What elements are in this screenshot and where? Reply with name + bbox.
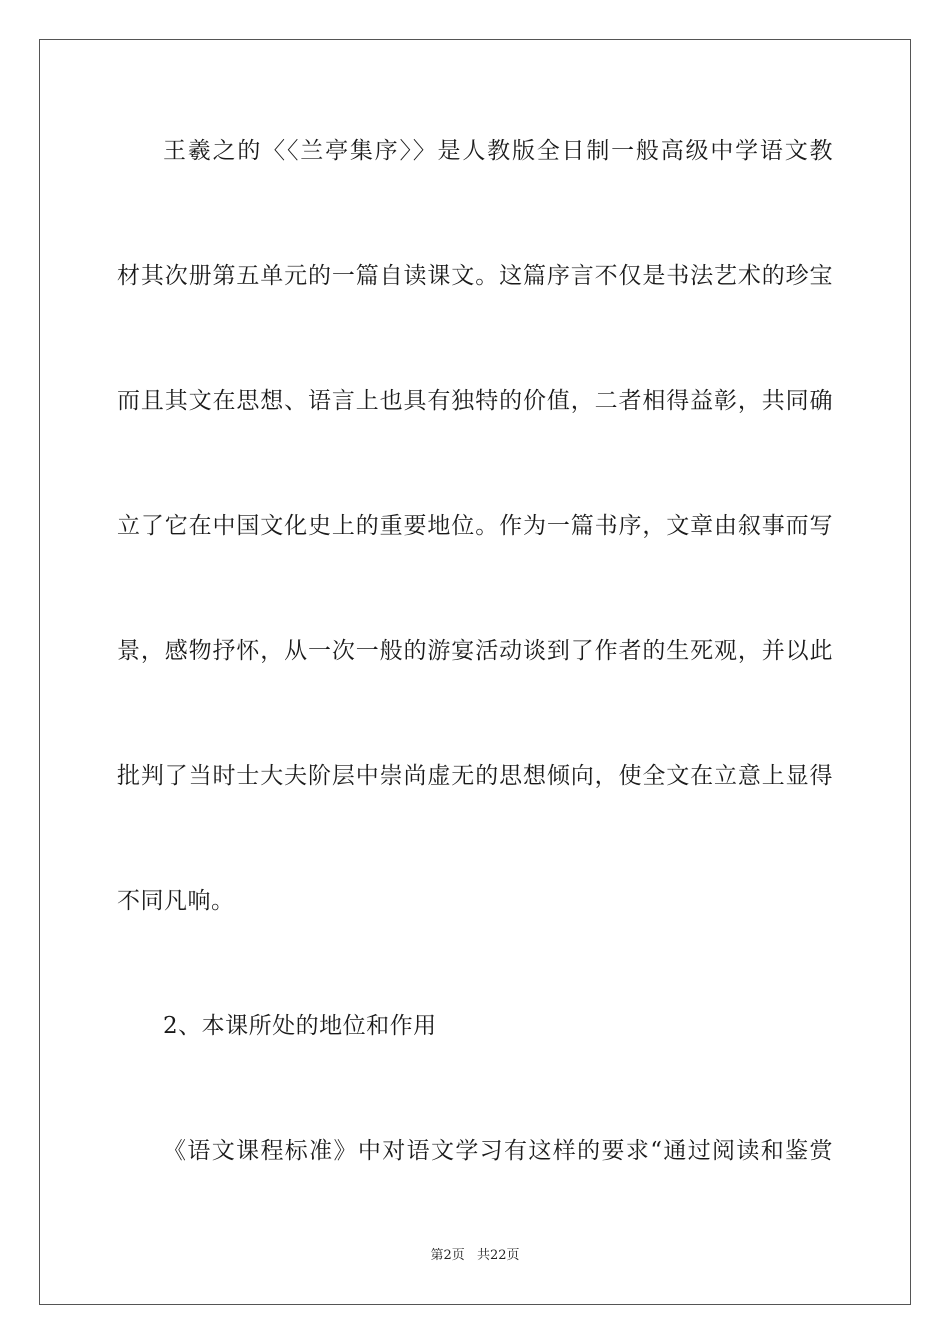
paragraph-line-next: 《语文课程标准》中对语文学习有这样的要求“通过阅读和鉴赏 — [163, 1138, 833, 1164]
page-border — [39, 39, 911, 1305]
paragraph-line-6: 批判了当时士大夫阶层中崇尚虚无的思想倾向，使全文在立意上显得 — [117, 763, 833, 789]
paragraph-line-2: 材其次册第五单元的一篇自读课文。这篇序言不仅是书法艺术的珍宝 — [117, 263, 833, 289]
paragraph-line-7: 不同凡响。 — [117, 888, 235, 914]
paragraph-line-5: 景，感物抒怀，从一次一般的游宴活动谈到了作者的生死观，并以此 — [117, 638, 833, 664]
paragraph-line-4: 立了它在中国文化史上的重要地位。作为一篇书序，文章由叙事而写 — [117, 513, 833, 539]
paragraph-line-3: 而且其文在思想、语言上也具有独特的价值，二者相得益彰，共同确 — [117, 388, 833, 414]
page-total: 共22页 — [476, 1248, 520, 1263]
paragraph-line-1: 王羲之的〈〈兰亭集序〉〉是人教版全日制一般高级中学语文教 — [163, 138, 833, 164]
page-footer — [0, 1248, 950, 1264]
page-number: 第2页 — [430, 1248, 465, 1263]
section-heading: 2、本课所处的地位和作用 — [163, 1013, 437, 1039]
